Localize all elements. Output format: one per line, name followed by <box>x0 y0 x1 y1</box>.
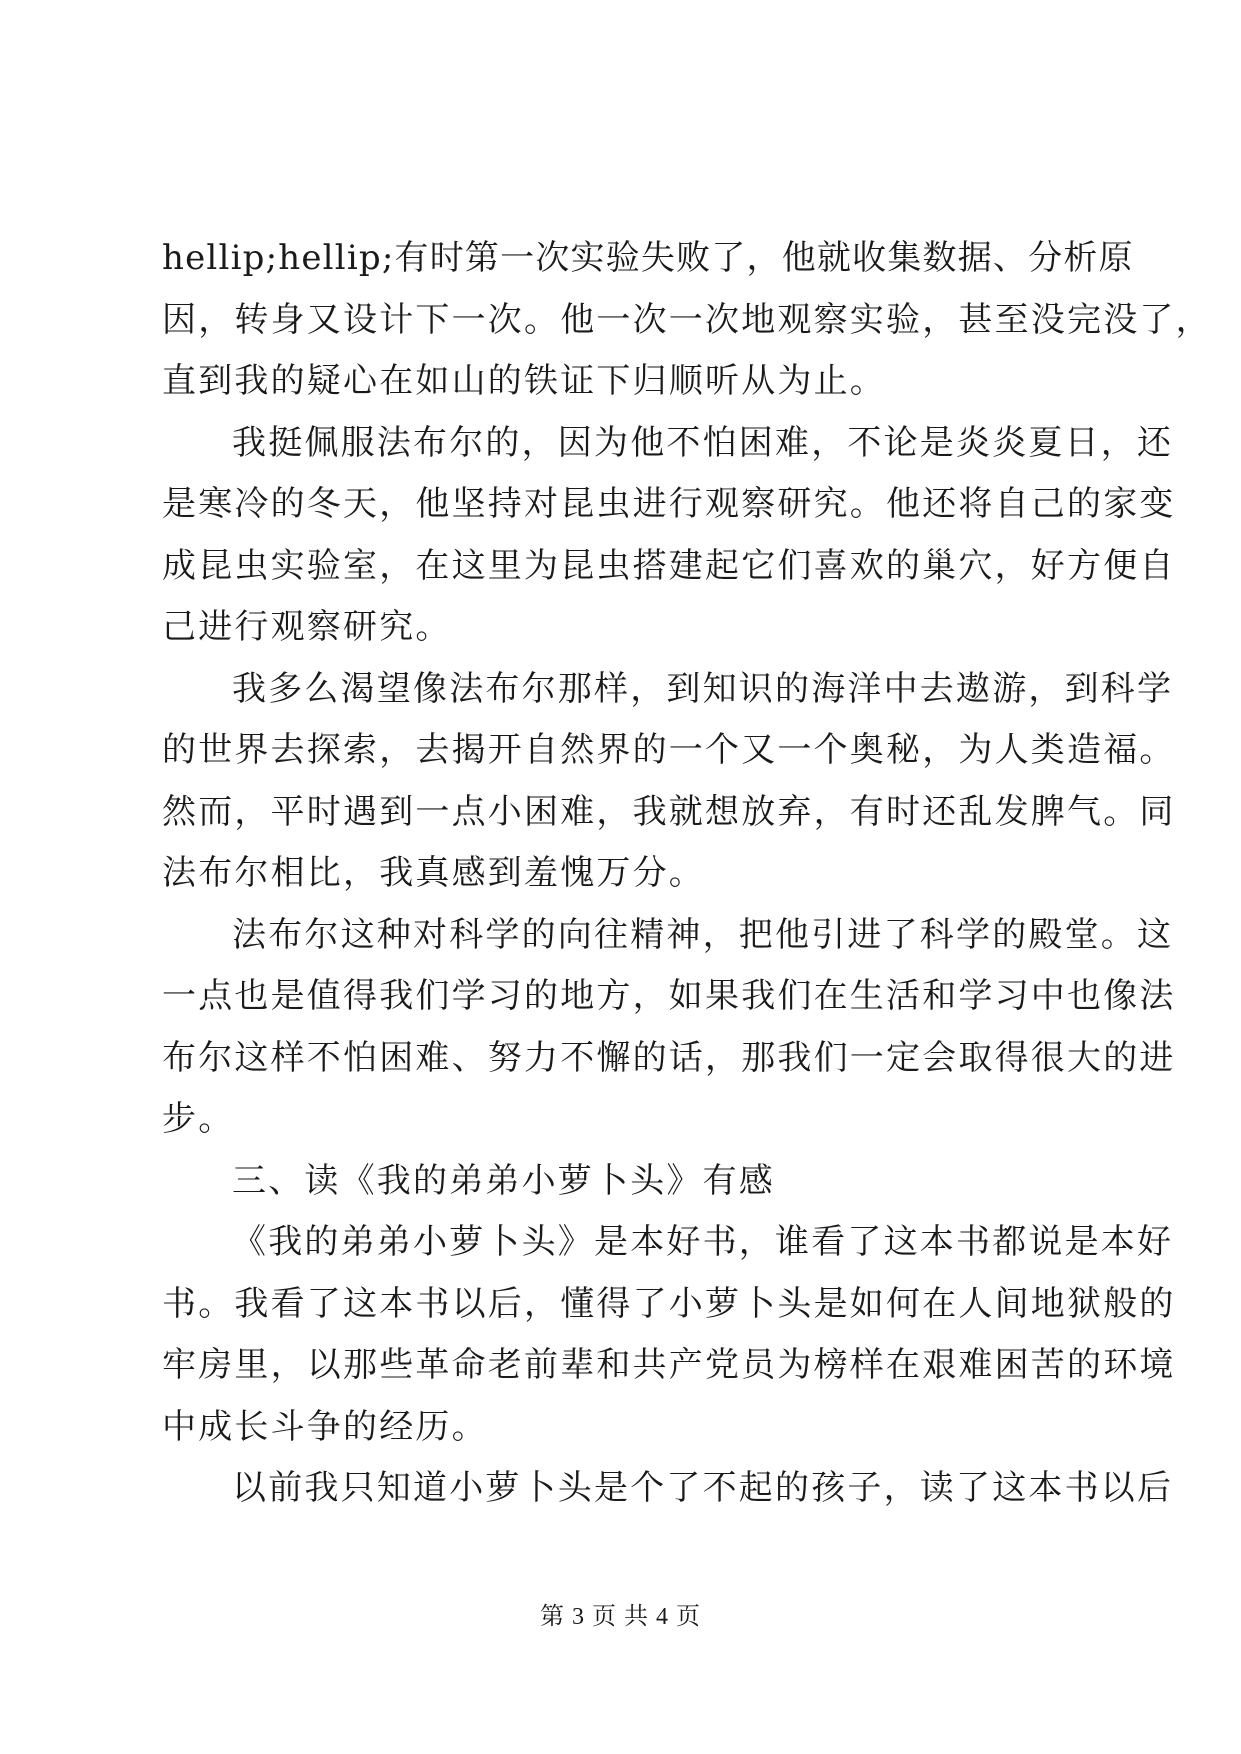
text-line: 一点也是值得我们学习的地方，如果我们在生活和学习中也像法 <box>162 976 1176 1016</box>
text-line: 己进行观察研究。 <box>162 607 452 647</box>
paragraph-first-line: 我挺佩服法布尔的，因为他不怕困难，不论是炎炎夏日，还 <box>232 422 1174 463</box>
paragraph-first-line: 以前我只知道小萝卜头是个了不起的孩子，读了这本书以后 <box>232 1468 1174 1508</box>
text-line: 的世界去探索，去揭开自然界的一个又一个奥秘，为人类造福。 <box>162 730 1176 770</box>
text-line: 因，转身又设计下一次。他一次一次地观察实验，甚至没完没了， <box>162 299 1212 340</box>
text-line: 步。 <box>162 1099 235 1139</box>
text-line: 直到我的疑心在如山的铁证下归顺听从为止。 <box>162 361 886 401</box>
text-line: 是寒冷的冬天，他坚持对昆虫进行观察研究。他还将自己的家变 <box>162 484 1176 524</box>
page-number: 第 3 页 共 4 页 <box>540 1604 701 1630</box>
text-line: 布尔这样不怕困难、努力不懈的话，那我们一定会取得很大的进 <box>162 1037 1176 1078</box>
paragraph-first-line: 我多么渴望像法布尔那样，到知识的海洋中去遨游，到科学 <box>232 668 1174 709</box>
text-line: 法布尔相比，我真感到羞愧万分。 <box>162 853 705 893</box>
text-line: hellip;hellip;有时第一次实验失败了，他就收集数据、分析原 <box>162 238 1134 278</box>
text-line: 书。我看了这本书以后，懂得了小萝卜头是如何在人间地狱般的 <box>162 1283 1176 1324</box>
text-line: 牢房里，以那些革命老前辈和共产党员为榜样在艰难困苦的环境 <box>162 1345 1176 1385</box>
text-line: 中成长斗争的经历。 <box>162 1406 488 1447</box>
text-line: 然而，平时遇到一点小困难，我就想放弃，有时还乱发脾气。同 <box>162 791 1176 832</box>
text-line: 成昆虫实验室，在这里为昆虫搭建起它们喜欢的巢穴，好方便自 <box>162 545 1176 586</box>
paragraph-first-line: 法布尔这种对科学的向往精神，把他引进了科学的殿堂。这 <box>232 914 1174 955</box>
page-footer <box>0 1596 1241 1631</box>
document-body <box>162 228 1212 1520</box>
section-heading: 三、读《我的弟弟小萝卜头》有感 <box>232 1160 775 1201</box>
paragraph-first-line: 《我的弟弟小萝卜头》是本好书，谁看了这本书都说是本好 <box>232 1222 1174 1262</box>
